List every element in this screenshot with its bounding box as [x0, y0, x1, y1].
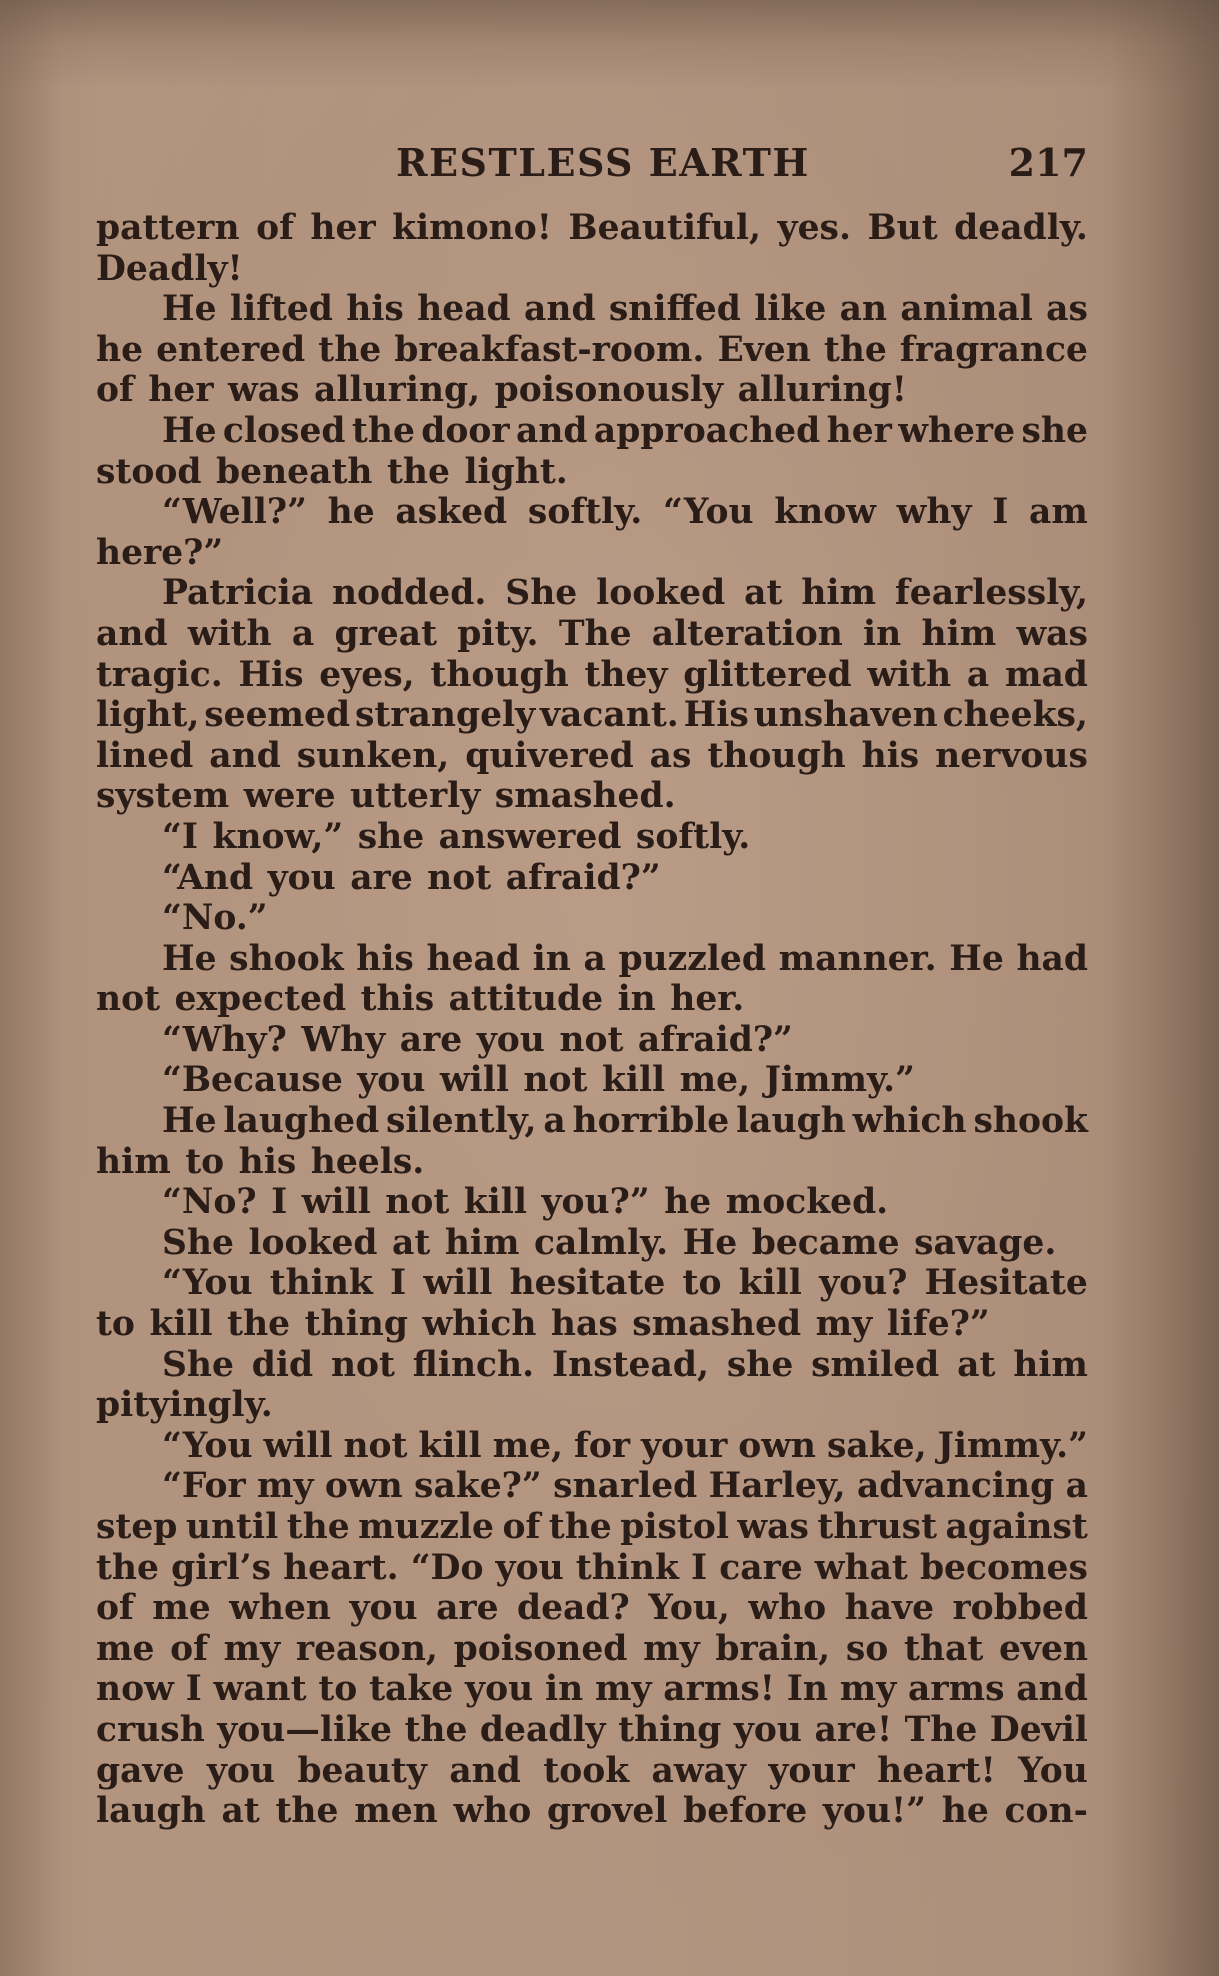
text-line: He laughed silently, a horrible laugh which shook	[162, 1101, 1088, 1142]
text-line: pityingly.	[96, 1385, 273, 1426]
page-top-shadow	[0, 0, 1219, 90]
page-number: 217	[1008, 140, 1088, 185]
text-line: and with a great pity. The alteration in him was	[96, 613, 1088, 654]
text-line: “You think I will hesitate to kill you? Hesitate	[162, 1263, 1088, 1304]
text-line: pattern of her kimono! Beautiful, yes. But deadly.	[96, 208, 1088, 248]
text-line: She did not flinch. Instead, she smiled at him	[162, 1344, 1088, 1385]
text-line: light, seemed strangely vacant. His unshaven cheeks,	[96, 695, 1088, 736]
text-line: here?”	[96, 532, 224, 573]
text-line: “You will not kill me, for your own sake, Jimmy.”	[162, 1425, 1088, 1466]
text-line: lined and sunken, quivered as though his nervous	[96, 735, 1088, 776]
text-line: Deadly!	[96, 248, 243, 289]
text-line: of me when you are dead? You, who have robbed	[96, 1588, 1088, 1629]
text-line: now I want to take you in my arms! In my arms and	[96, 1669, 1088, 1710]
text-line: stood beneath the light.	[96, 451, 568, 492]
text-line: He closed the door and approached her where she	[162, 410, 1088, 451]
text-line: me of my reason, poisoned my brain, so that even	[96, 1628, 1088, 1669]
page-right-shadow	[1109, 0, 1219, 1976]
page-header	[96, 140, 1088, 190]
running-title: RESTLESS EARTH	[396, 140, 810, 185]
text-line: he entered the breakfast-room. Even the fragrance	[96, 329, 1088, 370]
text-line: laugh at the men who grovel before you!” he con-	[96, 1791, 1088, 1832]
text-line: him to his heels.	[96, 1141, 425, 1182]
text-line: “And you are not afraid?”	[162, 857, 661, 898]
text-line: to kill the thing which has smashed my life?”	[96, 1304, 990, 1345]
text-line: the girl’s heart. “Do you think I care what becomes	[96, 1547, 1088, 1588]
text-line: of her was alluring, poisonously alluring!	[96, 370, 907, 411]
text-line: “Why? Why are you not afraid?”	[162, 1019, 793, 1060]
text-line: “For my own sake?” snarled Harley, advancing a	[162, 1466, 1088, 1507]
text-line: “No.”	[162, 898, 268, 939]
text-line: gave you beauty and took away your heart! You	[96, 1750, 1088, 1791]
text-line: “Because you will not kill me, Jimmy.”	[162, 1060, 915, 1101]
text-line: She looked at him calmly. He became savage.	[162, 1222, 1057, 1263]
text-line: He lifted his head and sniffed like an animal as	[162, 289, 1088, 330]
text-line: system were utterly smashed.	[96, 776, 676, 817]
text-line: not expected this attitude in her.	[96, 979, 745, 1020]
text-line: “No? I will not kill you?” he mocked.	[162, 1182, 889, 1223]
text-line: “Well?” he asked softly. “You know why I am	[162, 492, 1088, 533]
body-text	[96, 208, 1088, 1832]
text-line: tragic. His eyes, though they glittered with a mad	[96, 654, 1088, 695]
text-line: “I know,” she answered softly.	[162, 816, 751, 857]
page-left-shadow	[0, 0, 60, 1976]
text-line: step until the muzzle of the pistol was thrust against	[96, 1507, 1088, 1547]
text-line: crush you—like the deadly thing you are! The Devil	[96, 1709, 1088, 1750]
text-line: Patricia nodded. She looked at him fearlessly,	[162, 573, 1088, 614]
text-line: He shook his head in a puzzled manner. He had	[162, 938, 1088, 979]
